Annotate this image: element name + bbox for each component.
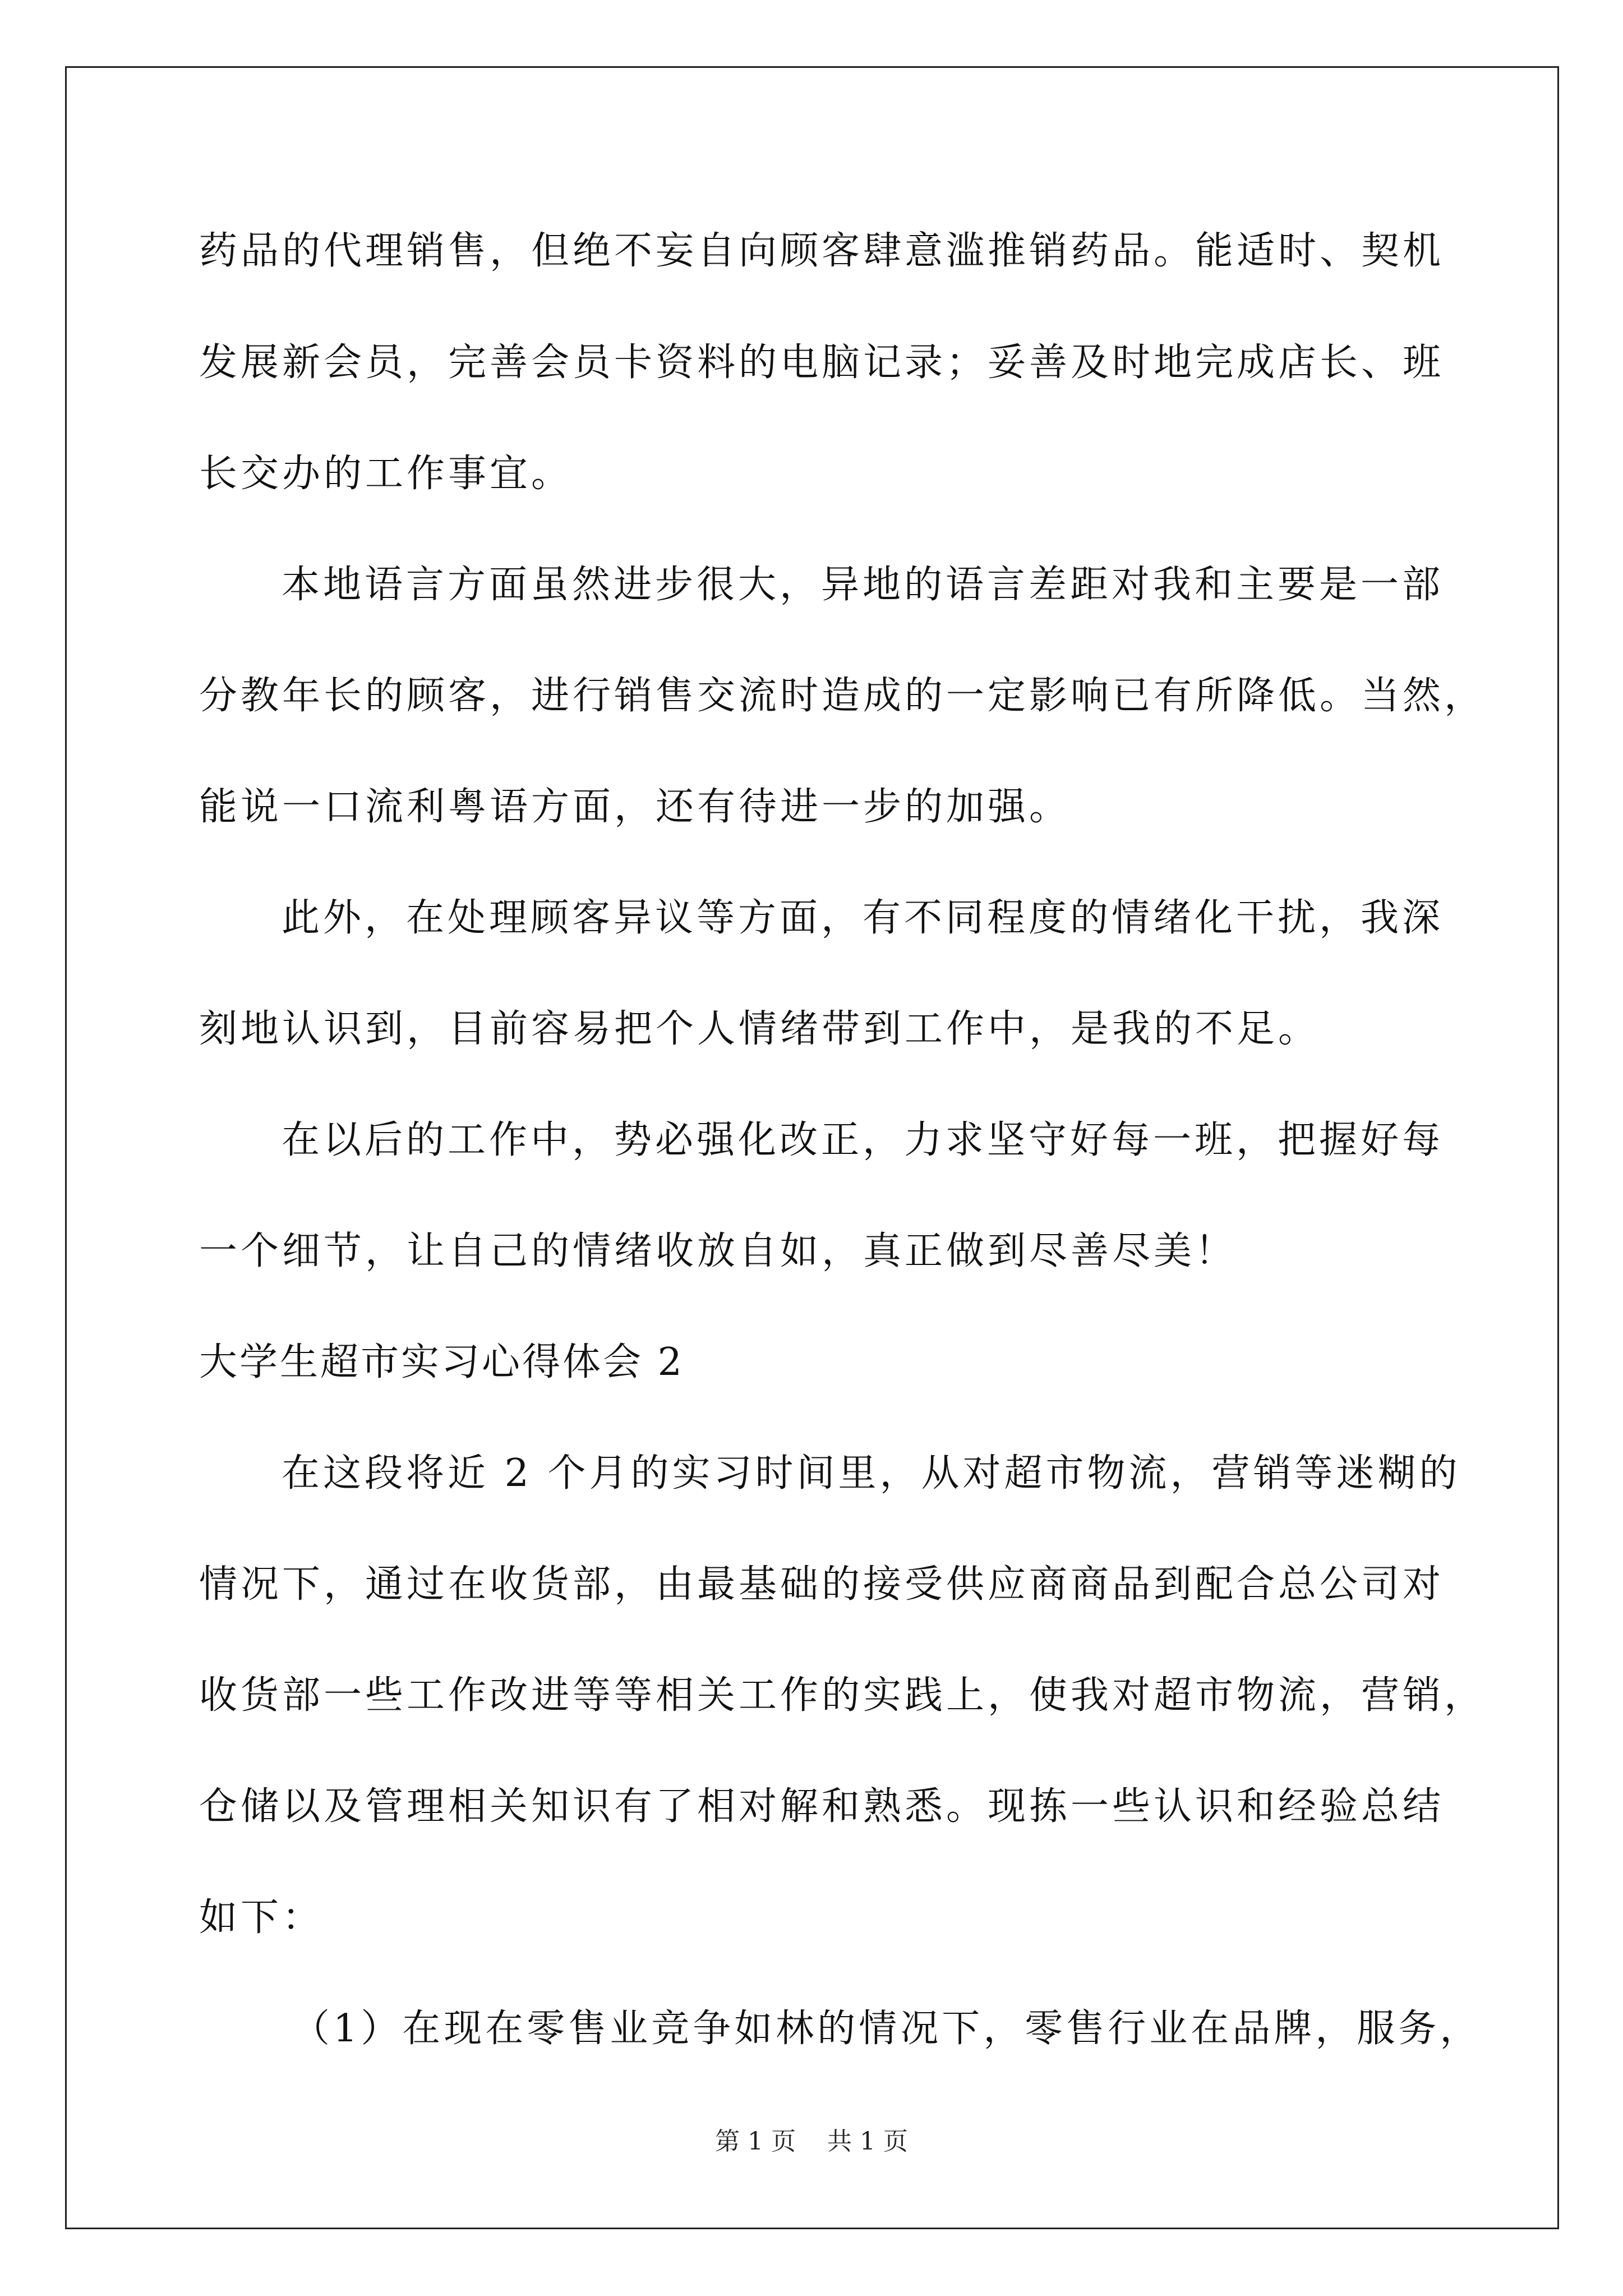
list-item-line: （1）在现在零售业竞争如林的情况下，零售行业在品牌，服务， [292,2007,1482,2051]
page-footer: 第 1 页 共 1 页 [715,2127,908,2156]
text-line: 情况下，通过在收货部，由最基础的接受供应商商品到配合总公司对 [199,1562,1445,1607]
text-line: 仓储以及管理相关知识有了相对解和熟悉。现拣一些认识和经验总结 [199,1784,1445,1829]
text-line: 分教年长的顾客，进行销售交流时造成的一定影响已有所降低。当然， [199,674,1486,718]
text-line: 收货部一些工作改进等等相关工作的实践上，使我对超市物流，营销， [199,1673,1486,1718]
text-line: 如下： [199,1895,324,1940]
text-line: 一个细节，让自己的情绪收放自如，真正做到尽善尽美！ [199,1229,1237,1273]
text-line: 刻地认识到，目前容易把个人情绪带到工作中，是我的不足。 [199,1007,1320,1051]
section-heading: 大学生超市实习心得体会 2 [199,1340,684,1384]
text-line: 能说一口流利粤语方面，还有待进一步的加强。 [199,785,1071,829]
text-line: 发展新会员，完善会员卡资料的电脑记录；妥善及时地完成店长、班 [199,341,1445,385]
paragraph-first-line: 此外，在处理顾客异议等方面，有不同程度的情绪化干扰，我深 [282,896,1444,940]
text-line: 药品的代理销售，但绝不妄自向顾客肆意滥推销药品。能适时、契机 [199,229,1445,273]
text-line: 长交办的工作事宜。 [199,452,573,496]
paragraph-first-line: 在这段将近 2 个月的实习时间里，从对超市物流，营销等迷糊的 [282,1451,1461,1496]
paragraph-first-line: 本地语言方面虽然进步很大，异地的语言差距对我和主要是一部 [282,563,1444,607]
paragraph-first-line: 在以后的工作中，势必强化改正，力求坚守好每一班，把握好每 [282,1118,1444,1162]
